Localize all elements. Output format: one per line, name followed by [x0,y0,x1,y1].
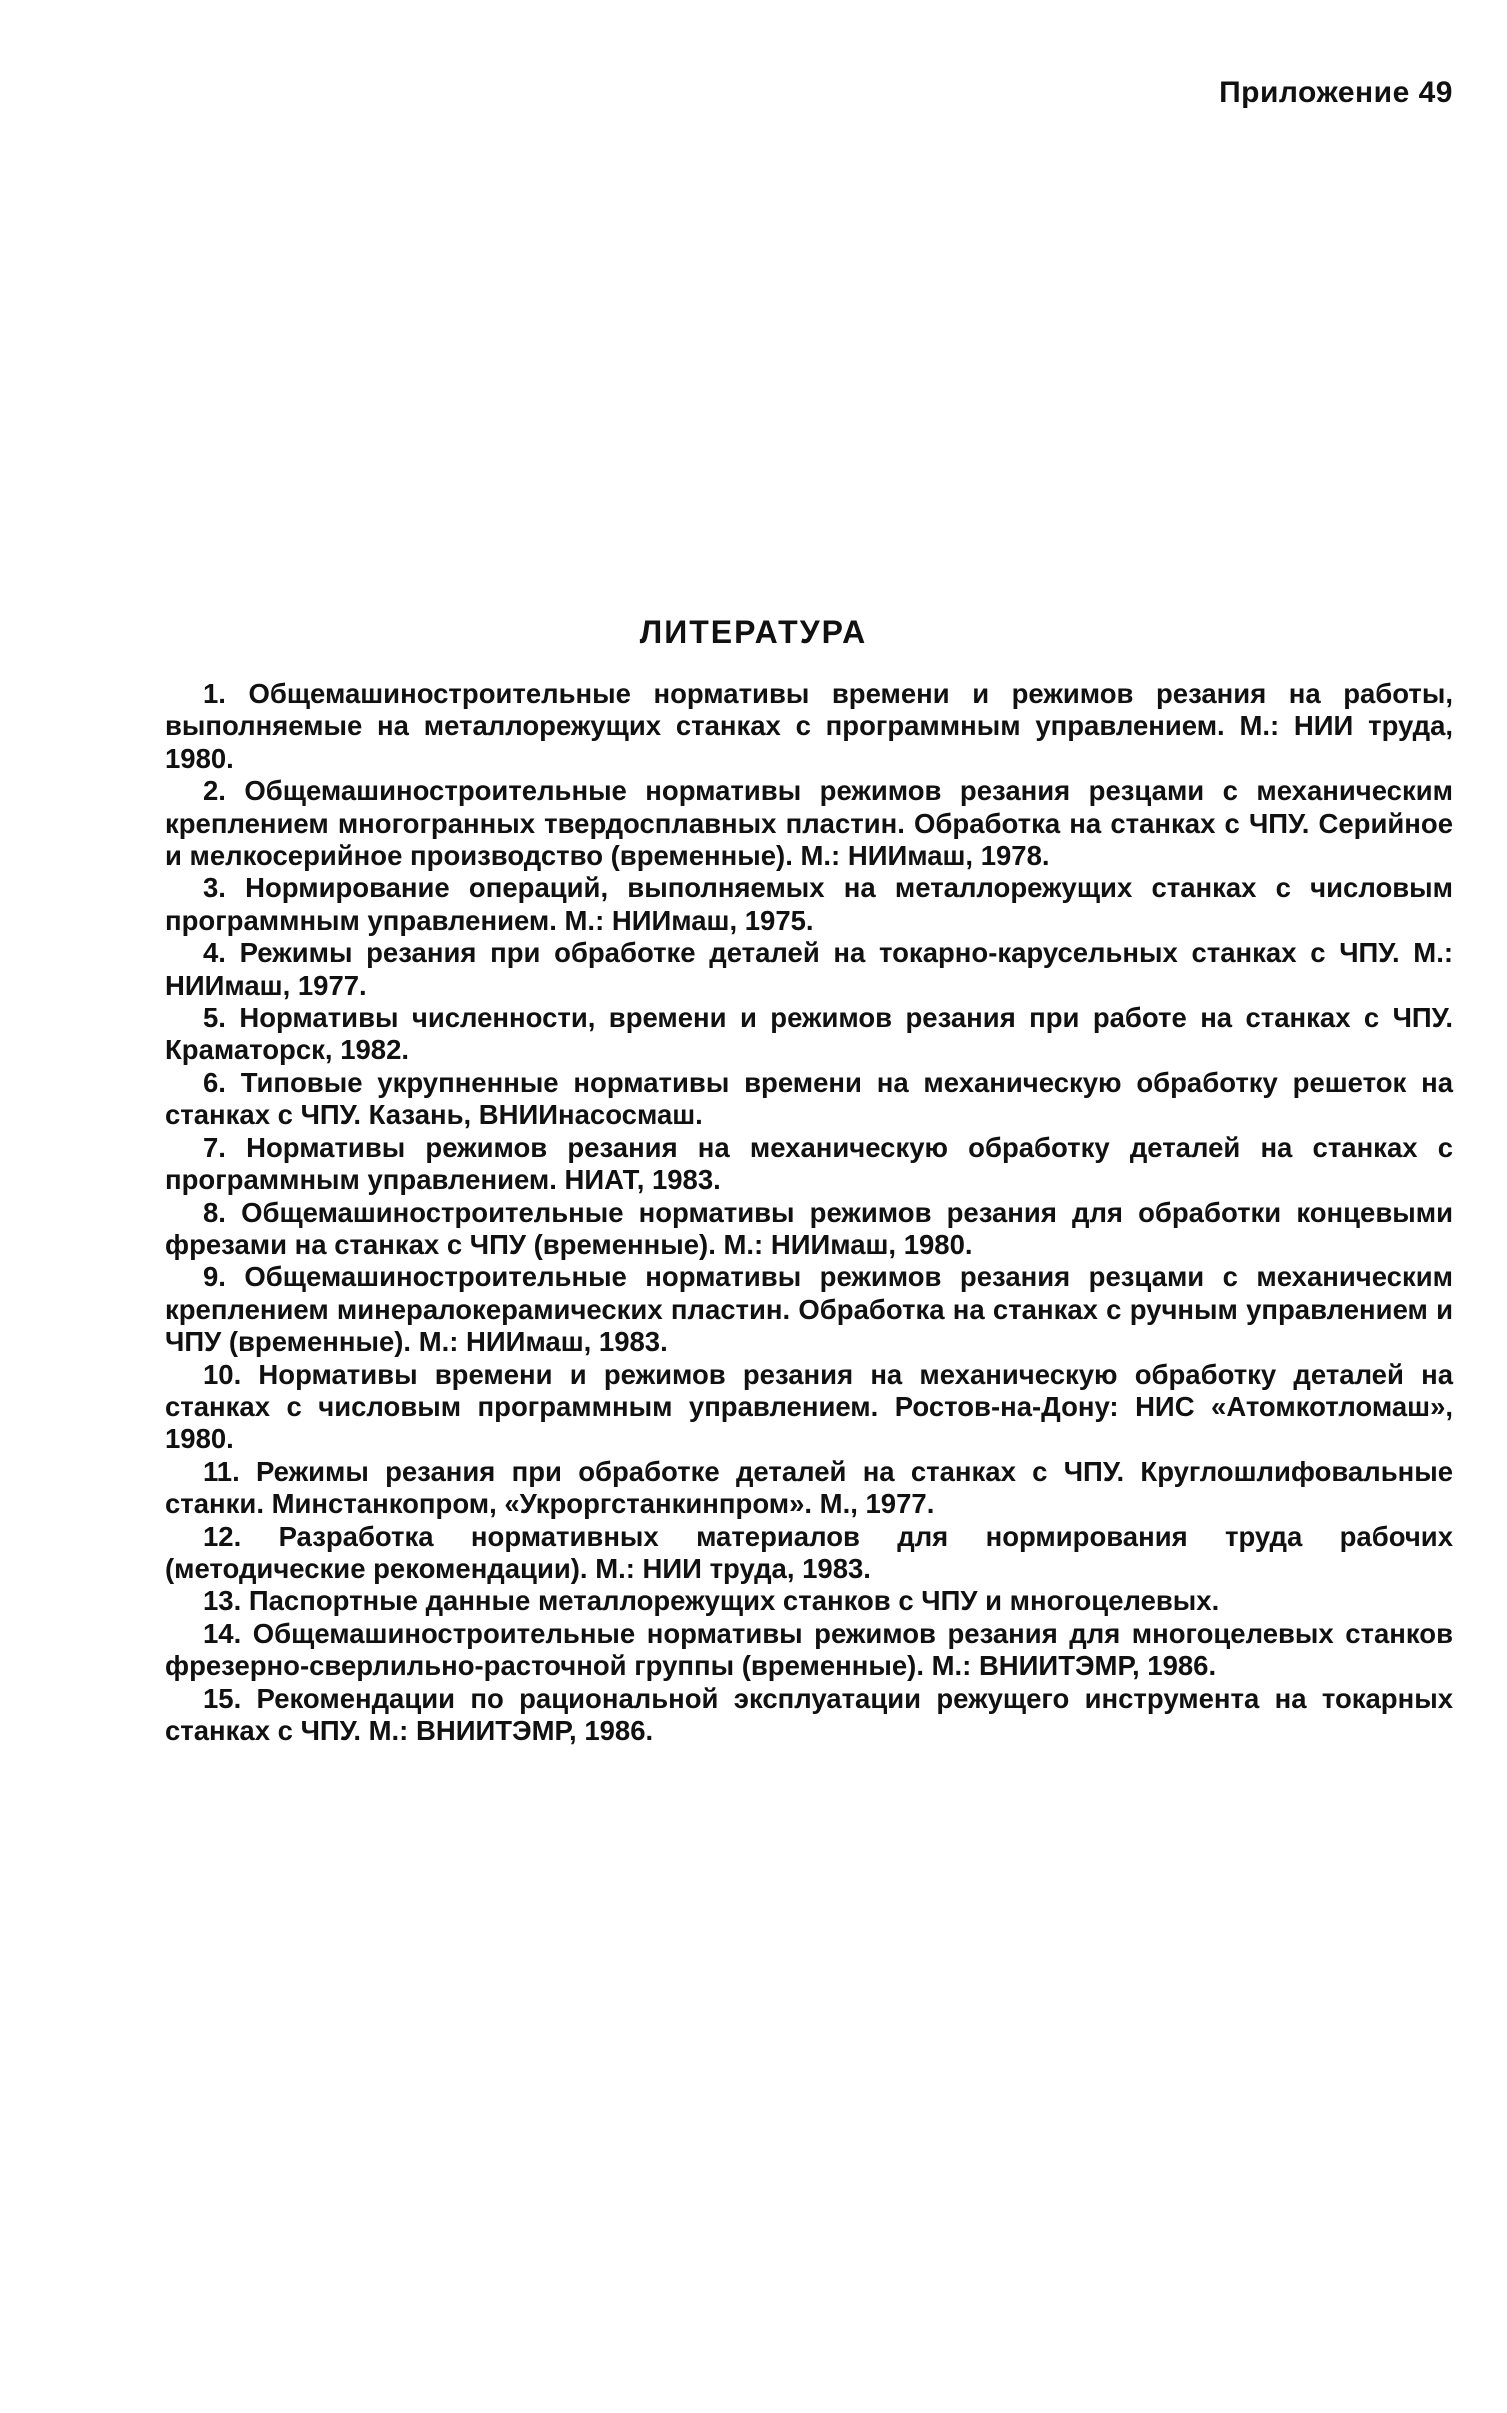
reference-list [165,678,1453,1747]
reference-item: 15. Рекомендации по рациональной эксплуатации режущего инструмента на токарных станках с ЧПУ. М.: ВНИИТЭМР, 1986. [165,1682,1453,1746]
reference-item: 10. Нормативы времени и режимов резания на механическую обработку деталей на станках с числовым программным управлением. Ростов-на-Дону: НИС «Атомкотломаш», 1980. [165,1358,1453,1455]
page-label: Приложение 49 [1219,76,1453,109]
reference-item: 11. Режимы резания при обработке деталей на станках с ЧПУ. Круглошлифовальные станки. Минстанкопром, «Укроргстанкинпром». М., 1977. [165,1455,1453,1520]
reference-item: 14. Общемашиностроительные нормативы режимов резания для многоцелевых станков фрезерно-сверлильно-расточной группы (временные). М.: ВНИИТЭМР, 1986. [165,1617,1453,1682]
reference-item: 12. Разработка нормативных материалов для нормирования труда рабочих (методические рекомендации). М.: НИИ труда, 1983. [165,1520,1453,1584]
reference-item: 2. Общемашиностроительные нормативы режимов резания резцами с механическим креплением многогранных твердосплавных пластин. Обработка на станках с ЧПУ. Серийное и мелкосерийное производство (временные). М.: НИИмаш, 1978. [165,775,1453,872]
reference-item: 4. Режимы резания при обработке деталей на токарно-карусельных станках с ЧПУ. М.: НИИмаш, 1977. [165,937,1453,1001]
reference-item: 6. Типовые укрупненные нормативы времени на механическую обработку решеток на станках с ЧПУ. Казань, ВНИИнасосмаш. [165,1066,1453,1131]
reference-item: 7. Нормативы режимов резания на механическую обработку деталей на станках с программным управлением. НИАТ, 1983. [165,1131,1453,1196]
reference-item: 5. Нормативы численности, времени и режимов резания при работе на станках с ЧПУ. Краматорск, 1982. [165,1002,1453,1066]
reference-item: 8. Общемашиностроительные нормативы режимов резания для обработки концевыми фрезами на станках с ЧПУ (временные). М.: НИИмаш, 1980. [165,1196,1453,1260]
section-heading: ЛИТЕРАТУРА [639,614,868,650]
reference-item: 9. Общемашиностроительные нормативы режимов резания резцами с механическим креплением минералокерамических пластин. Обработка на станках с ручным управлением и ЧПУ (временные). М.: НИИмаш, 1983. [165,1261,1453,1358]
reference-item: 1. Общемашиностроительные нормативы времени и режимов резания на работы, выполняемые на металлорежущих станках с программным управлением. М.: НИИ труда, 1980. [165,678,1453,774]
reference-item: 3. Нормирование операций, выполняемых на металлорежущих станках с числовым программным управлением. М.: НИИмаш, 1975. [165,872,1453,936]
reference-item: 13. Паспортные данные металлорежущих станков с ЧПУ и многоцелевых. [203,1585,1220,1617]
